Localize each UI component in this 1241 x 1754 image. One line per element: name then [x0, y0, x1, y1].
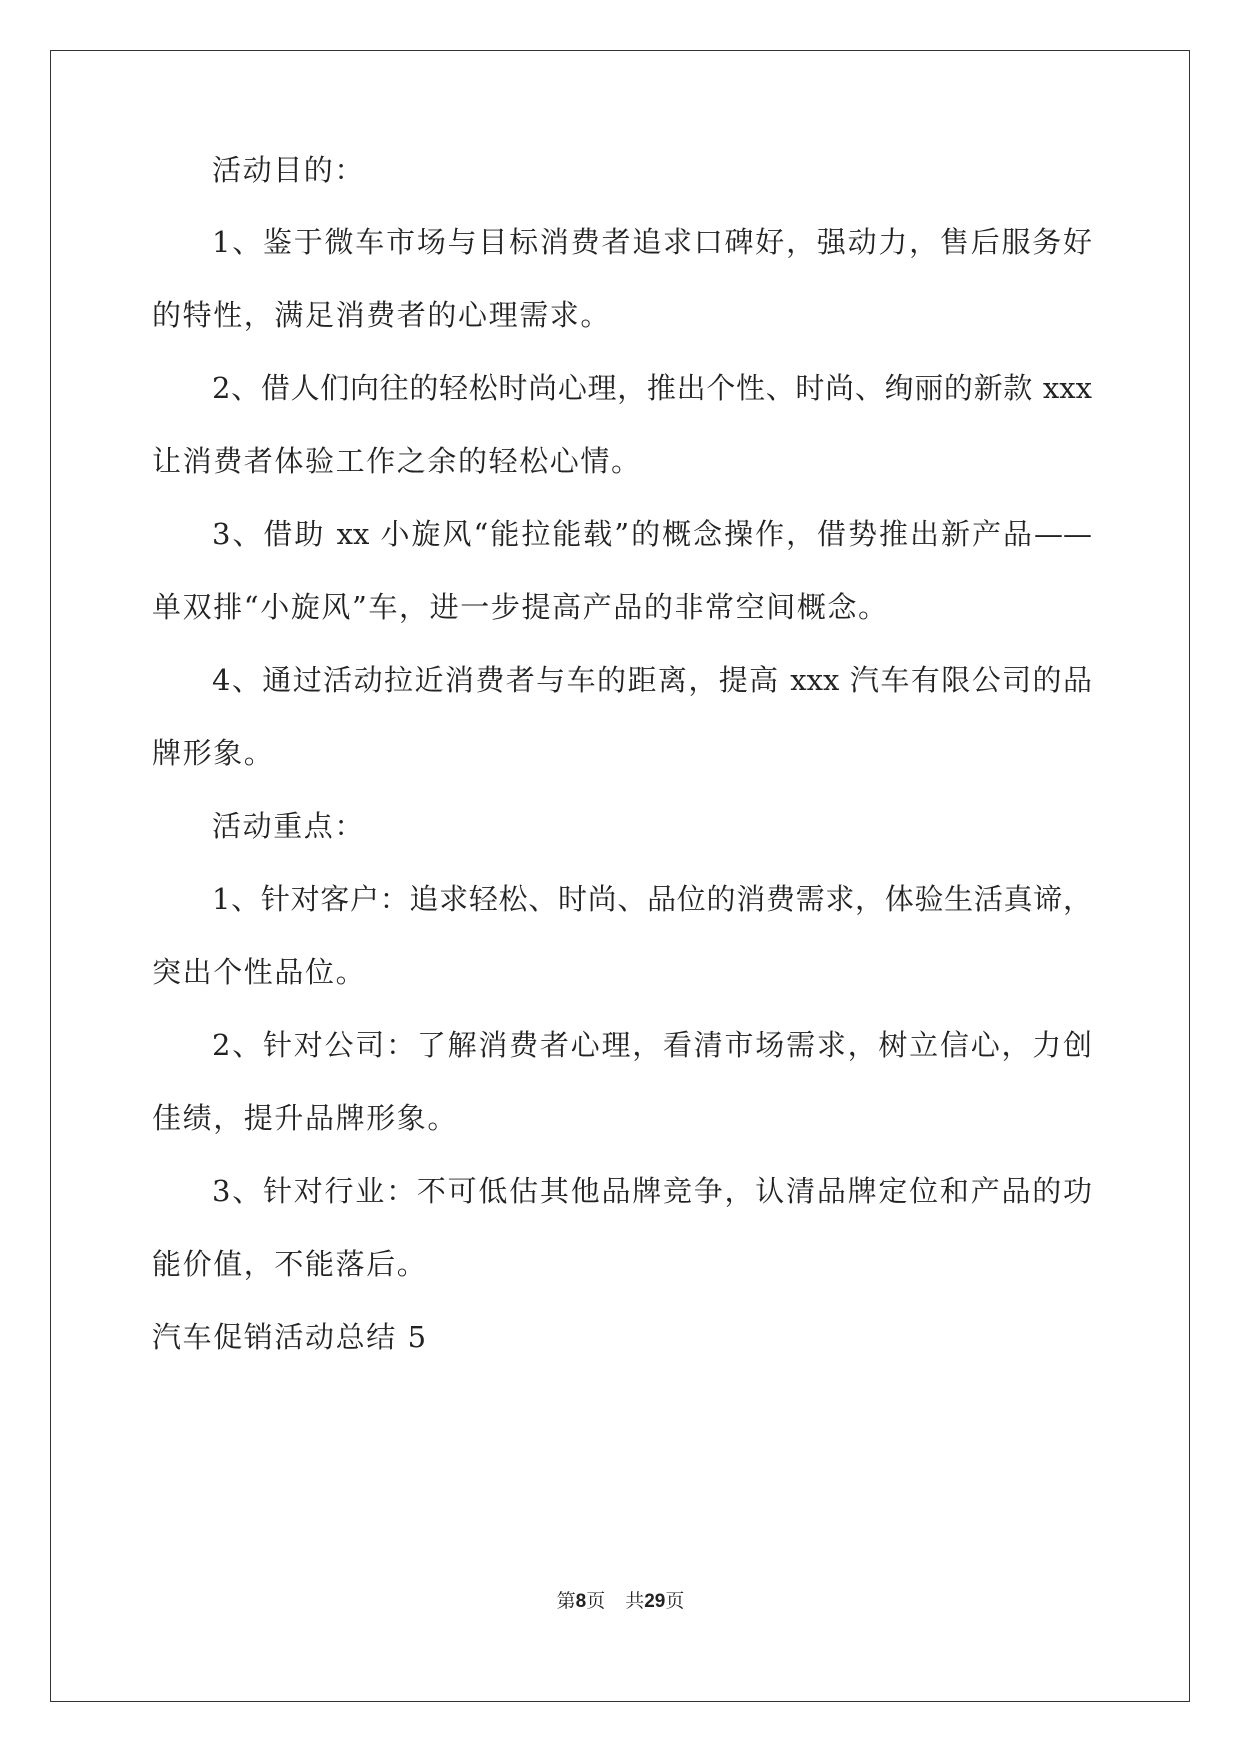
paragraph-line: 3、借助 xx 小旋风“能拉能载”的概念操作，借势推出新产品—— [212, 517, 1092, 551]
paragraph-line: 能价值，不能落后。 [152, 1247, 428, 1281]
page-unit: 页 [586, 1591, 606, 1612]
heading-activity-purpose: 活动目的： [212, 153, 366, 187]
paragraph-line: 2、针对公司：了解消费者心理，看清市场需求，树立信心，力创 [212, 1028, 1092, 1062]
paragraph-line: 让消费者体验工作之余的轻松心情。 [152, 444, 642, 478]
page-number-footer [0, 1586, 1241, 1613]
section-title: 汽车促销活动总结 5 [152, 1320, 428, 1354]
page-current: 8 [575, 1591, 587, 1612]
heading-activity-focus: 活动重点： [212, 809, 366, 843]
paragraph-line: 4、通过活动拉近消费者与车的距离，提高 xxx 汽车有限公司的品 [212, 663, 1092, 697]
paragraph-line: 2、借人们向往的轻松时尚心理，推出个性、时尚、绚丽的新款 xxx [212, 371, 1092, 405]
total-unit: 页 [665, 1591, 685, 1612]
paragraph-line: 的特性，满足消费者的心理需求。 [152, 298, 612, 332]
paragraph-line: 牌形象。 [152, 736, 275, 770]
page-prefix: 第 [556, 1591, 576, 1612]
paragraph-line: 3、针对行业：不可低估其他品牌竞争，认清品牌定位和产品的功 [212, 1174, 1092, 1208]
paragraph-line: 1、针对客户：追求轻松、时尚、品位的消费需求，体验生活真谛， [212, 882, 1092, 916]
page-total: 29 [644, 1591, 666, 1612]
paragraph-line: 单双排“小旋风”车，进一步提高产品的非常空间概念。 [152, 590, 889, 624]
total-prefix: 共 [625, 1591, 645, 1612]
paragraph-line: 突出个性品位。 [152, 955, 367, 989]
paragraph-line: 佳绩，提升品牌形象。 [152, 1101, 459, 1135]
paragraph-line: 1、鉴于微车市场与目标消费者追求口碑好，强动力，售后服务好 [212, 225, 1092, 259]
